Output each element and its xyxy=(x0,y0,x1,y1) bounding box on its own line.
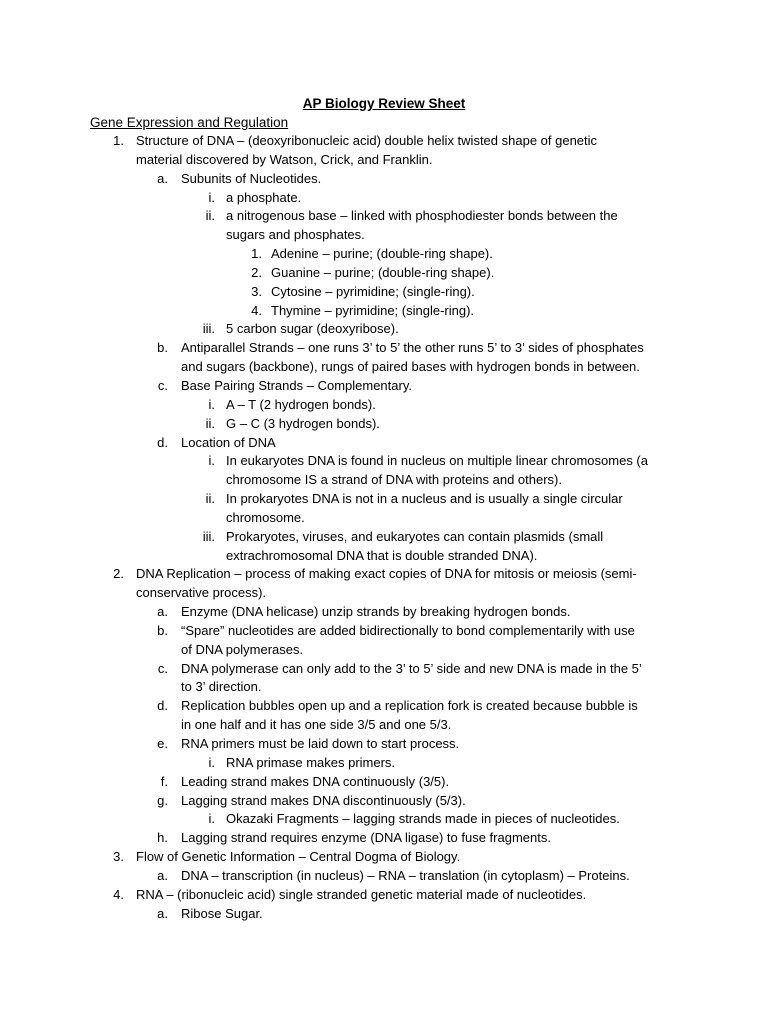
item-text xyxy=(226,415,768,434)
item-text xyxy=(226,452,768,490)
list-marker: 1. xyxy=(251,246,262,262)
outline-item xyxy=(0,660,768,698)
item-text xyxy=(181,697,768,735)
outline-item xyxy=(0,245,768,264)
outline-item xyxy=(0,735,768,754)
list-marker: 4. xyxy=(251,302,262,318)
item-text-line: to 3’ direction. xyxy=(181,679,262,695)
outline-item xyxy=(0,810,768,829)
item-text xyxy=(271,245,768,264)
list-marker: 1. xyxy=(113,133,124,148)
outline-item xyxy=(0,905,768,924)
outline-item xyxy=(0,867,768,886)
list-marker: b. xyxy=(157,340,168,356)
list-marker: ii. xyxy=(205,208,215,224)
item-text xyxy=(181,735,768,754)
item-text-line: sugars and phosphates. xyxy=(226,227,365,243)
list-marker: a. xyxy=(157,604,168,620)
item-text xyxy=(181,867,768,886)
outline-item xyxy=(0,886,768,905)
outline-item xyxy=(0,792,768,811)
item-text xyxy=(226,396,768,415)
outline-item xyxy=(0,189,768,208)
item-text-line: DNA – transcription (in nucleus) – RNA – translation (in cytoplasm) – Proteins. xyxy=(181,867,630,883)
item-text-line: Structure of DNA – (deoxyribonucleic acid) double helix twisted shape of genetic xyxy=(136,133,598,148)
item-text-line: Antiparallel Strands – one runs 3’ to 5’ the other runs 5’ to 3’ sides of phosphates xyxy=(181,340,644,356)
item-text-line: In eukaryotes DNA is found in nucleus on multiple linear chromosomes (a xyxy=(226,453,648,469)
item-text-line: Ribose Sugar. xyxy=(181,905,263,921)
item-text-line: A – T (2 hydrogen bonds). xyxy=(226,396,376,412)
item-text xyxy=(226,189,768,208)
item-text-line: RNA primase makes primers. xyxy=(226,754,396,770)
page-title: AP Biology Review Sheet xyxy=(302,96,466,111)
item-text xyxy=(136,565,768,603)
list-marker: iii. xyxy=(202,528,215,544)
item-text xyxy=(136,886,768,905)
list-marker: f. xyxy=(160,773,168,789)
outline-list xyxy=(0,132,768,923)
item-text xyxy=(226,207,768,245)
list-marker: i. xyxy=(208,811,215,827)
outline-item xyxy=(0,773,768,792)
item-text-line: “Spare” nucleotides are added bidirectionally to bond complementarily with use xyxy=(181,622,635,638)
list-marker: c. xyxy=(157,377,168,393)
outline-item xyxy=(0,490,768,528)
outline-item xyxy=(0,302,768,321)
item-text-line: Prokaryotes, viruses, and eukaryotes can contain plasmids (small xyxy=(226,528,604,544)
list-marker: i. xyxy=(208,453,215,469)
item-text xyxy=(181,377,768,396)
list-marker: ii. xyxy=(205,415,215,431)
item-text xyxy=(226,528,768,566)
list-marker: a. xyxy=(157,170,168,186)
outline-item xyxy=(0,848,768,867)
outline-item xyxy=(0,415,768,434)
item-text-line: Replication bubbles open up and a replication fork is created because bubble is xyxy=(181,698,638,714)
item-text-line: in one half and it has one side 3/5 and one 5/3. xyxy=(181,717,452,733)
item-text xyxy=(181,792,768,811)
item-text xyxy=(226,754,768,773)
item-text xyxy=(271,264,768,283)
item-text-line: a nitrogenous base – linked with phosphodiester bonds between the xyxy=(226,208,618,224)
list-marker: e. xyxy=(157,736,168,751)
item-text-line: extrachromosomal DNA that is double stranded DNA). xyxy=(226,547,538,563)
item-text-line: Adenine – purine; (double-ring shape). xyxy=(271,246,493,262)
outline-item xyxy=(0,622,768,660)
item-text-line: Location of DNA xyxy=(181,434,276,450)
outline-item xyxy=(0,754,768,773)
item-text-line: Cytosine – pyrimidine; (single-ring). xyxy=(271,283,475,299)
outline-item xyxy=(0,452,768,490)
item-text xyxy=(181,773,768,792)
item-text-line: a phosphate. xyxy=(226,189,302,205)
outline-item xyxy=(0,377,768,396)
outline-item xyxy=(0,829,768,848)
item-text-line: Guanine – purine; (double-ring shape). xyxy=(271,264,495,280)
item-text-line: Thymine – pyrimidine; (single-ring). xyxy=(271,302,475,318)
item-text xyxy=(136,848,768,867)
outline-item xyxy=(0,283,768,302)
item-text xyxy=(271,302,768,321)
item-text-line: Leading strand makes DNA continuously (3/5). xyxy=(181,773,450,789)
item-text xyxy=(181,622,768,660)
item-text-line: Subunits of Nucleotides. xyxy=(181,170,322,186)
outline-item xyxy=(0,697,768,735)
item-text xyxy=(181,339,768,377)
list-marker: ii. xyxy=(205,491,215,507)
list-marker: d. xyxy=(157,698,168,714)
item-text-line: DNA Replication – process of making exact copies of DNA for mitosis or meiosis (semi- xyxy=(136,566,637,582)
outline-item xyxy=(0,207,768,245)
item-text-line: RNA primers must be laid down to start process. xyxy=(181,736,460,751)
outline-item xyxy=(0,565,768,603)
list-marker: h. xyxy=(157,830,168,846)
outline-item xyxy=(0,528,768,566)
item-text xyxy=(226,810,768,829)
outline-item xyxy=(0,603,768,622)
item-text xyxy=(181,660,768,698)
list-marker: i. xyxy=(208,396,215,412)
outline-item xyxy=(0,170,768,189)
list-marker: d. xyxy=(157,434,168,450)
outline-item xyxy=(0,396,768,415)
item-text xyxy=(226,490,768,528)
item-text-line: 5 carbon sugar (deoxyribose). xyxy=(226,321,399,337)
item-text-line: and sugars (backbone), rungs of paired bases with hydrogen bonds in between. xyxy=(181,359,640,375)
item-text xyxy=(136,132,768,170)
list-marker: a. xyxy=(157,905,168,921)
section-heading: Gene Expression and Regulation xyxy=(90,115,289,130)
list-marker: iii. xyxy=(202,321,215,337)
item-text xyxy=(181,829,768,848)
item-text-line: Flow of Genetic Information – Central Dogma of Biology. xyxy=(136,849,461,865)
item-text xyxy=(181,434,768,453)
item-text xyxy=(181,603,768,622)
item-text-line: In prokaryotes DNA is not in a nucleus and is usually a single circular xyxy=(226,491,623,507)
item-text-line: Lagging strand requires enzyme (DNA ligase) to fuse fragments. xyxy=(181,830,551,846)
outline-item xyxy=(0,320,768,339)
item-text xyxy=(181,170,768,189)
item-text-line: G – C (3 hydrogen bonds). xyxy=(226,415,380,431)
list-marker: i. xyxy=(208,754,215,770)
list-marker: c. xyxy=(157,660,168,676)
list-marker: 2. xyxy=(113,566,124,582)
item-text-line: RNA – (ribonucleic acid) single stranded genetic material made of nucleotides. xyxy=(136,886,587,902)
item-text xyxy=(181,905,768,924)
outline-item xyxy=(0,264,768,283)
item-text-line: Okazaki Fragments – lagging strands made in pieces of nucleotides. xyxy=(226,811,620,827)
outline-item xyxy=(0,434,768,453)
list-marker: 3. xyxy=(251,283,262,299)
list-marker: 3. xyxy=(113,849,124,865)
outline-item xyxy=(0,339,768,377)
item-text-line: chromosome IS a strand of DNA with proteins and others). xyxy=(226,472,562,488)
item-text-line: conservative process). xyxy=(136,585,267,601)
item-text-line: Base Pairing Strands – Complementary. xyxy=(181,377,412,393)
list-marker: i. xyxy=(208,189,215,205)
item-text-line: DNA polymerase can only add to the 3’ to 5’ side and new DNA is made in the 5’ xyxy=(181,660,642,676)
item-text-line: Lagging strand makes DNA discontinuously (5/3). xyxy=(181,792,466,808)
outline-item xyxy=(0,132,768,170)
item-text xyxy=(271,283,768,302)
list-marker: a. xyxy=(157,867,168,883)
list-marker: b. xyxy=(157,622,168,638)
list-marker: 2. xyxy=(251,264,262,280)
list-marker: g. xyxy=(157,792,168,808)
item-text-line: of DNA polymerases. xyxy=(181,641,304,657)
item-text-line: material discovered by Watson, Crick, and Franklin. xyxy=(136,151,433,167)
list-marker: 4. xyxy=(113,886,124,902)
item-text-line: Enzyme (DNA helicase) unzip strands by breaking hydrogen bonds. xyxy=(181,604,571,620)
item-text xyxy=(226,320,768,339)
item-text-line: chromosome. xyxy=(226,509,305,525)
